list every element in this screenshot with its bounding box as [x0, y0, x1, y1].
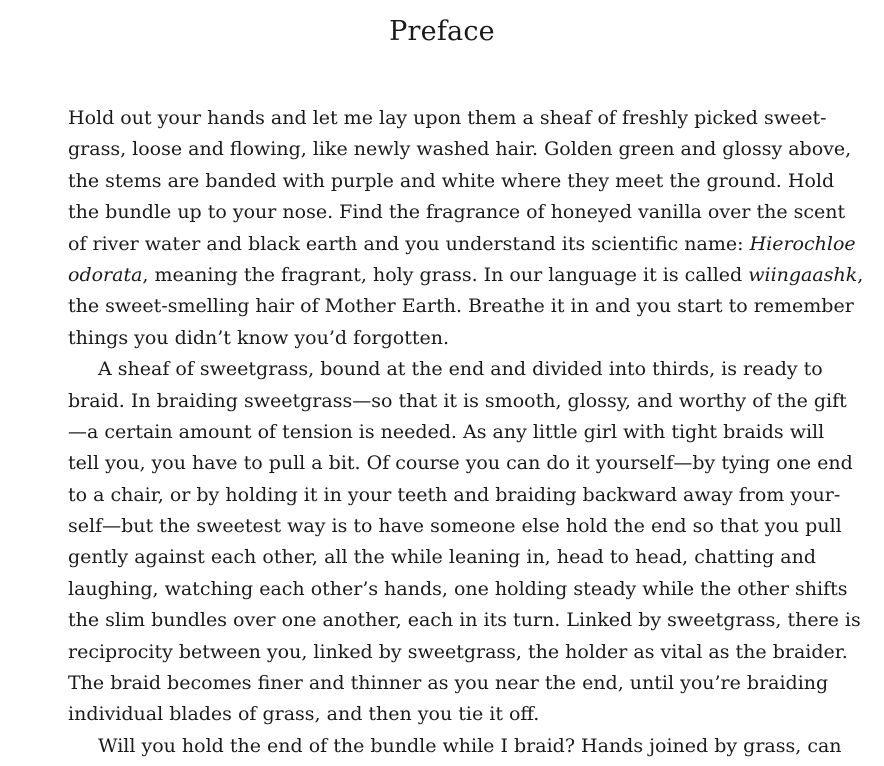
paragraph — [68, 103, 864, 354]
text-segment: the sweet-smelling hair of Mother Earth. Breathe it in and you start to remember — [68, 295, 854, 318]
italic-term: odorata — [68, 263, 143, 286]
body-text — [68, 103, 864, 762]
text-line — [68, 542, 816, 573]
page-title: Preface — [389, 16, 495, 47]
text-segment: laughing, watching each other’s hands, one holding steady while the other shifts — [68, 577, 848, 600]
text-line — [68, 134, 852, 165]
text-segment: gently against each other, all the while leaning in, head to head, chatting and — [68, 546, 816, 569]
text-segment: self—but the sweetest way is to have someone else hold the end so that you pull — [68, 515, 842, 538]
text-segment: Hold out your hands and let me lay upon them a sheaf of freshly picked sweet- — [68, 107, 827, 129]
text-segment: The braid becomes finer and thinner as you near the end, until you’re braiding — [68, 672, 829, 695]
text-line — [68, 731, 842, 762]
text-line — [68, 668, 829, 699]
text-line — [68, 637, 848, 668]
text-line — [68, 103, 827, 134]
text-line — [68, 166, 835, 197]
text-line — [68, 511, 842, 542]
paragraph — [68, 731, 842, 762]
text-segment: to a chair, or by holding it in your teeth and braiding backward away from your- — [68, 483, 841, 506]
text-segment: grass, loose and flowing, like newly washed hair. Golden green and glossy above, — [68, 138, 852, 161]
text-line — [68, 260, 864, 291]
text-line — [68, 480, 841, 511]
text-line — [68, 448, 853, 479]
text-segment: tell you, you have to pull a bit. Of course you can do it yourself—by tying one end — [68, 452, 853, 475]
text-segment: reciprocity between you, linked by sweetgrass, the holder as vital as the braider. — [68, 640, 848, 663]
text-segment: Will you hold the end of the bundle while I braid? Hands joined by grass, can — [98, 734, 842, 757]
text-segment: the bundle up to your nose. Find the fragrance of honeyed vanilla over the scent — [68, 201, 846, 224]
text-line — [68, 291, 854, 322]
italic-term: Hierochloe — [749, 232, 856, 255]
text-segment: things you didn’t know you’d forgotten. — [68, 326, 450, 349]
text-segment: —a certain amount of tension is needed. As any little girl with tight braids will — [68, 420, 825, 443]
text-segment: the slim bundles over one another, each in its turn. Linked by sweetgrass, there is — [68, 609, 861, 632]
text-segment: braid. In braiding sweetgrass—so that it is smooth, glossy, and worthy of the gift — [68, 389, 847, 412]
text-line — [68, 574, 848, 605]
text-segment: the stems are banded with purple and white where they meet the ground. Hold — [68, 169, 835, 192]
italic-term: wiingaashk — [748, 263, 858, 286]
text-line — [68, 605, 861, 636]
text-segment: , meaning the fragrant, holy grass. In our language it is called — [142, 263, 749, 286]
text-line — [68, 323, 816, 354]
paragraph — [68, 354, 861, 731]
text-line — [68, 197, 846, 228]
text-segment: of river water and black earth and you understand its scientific name: — [68, 232, 750, 255]
text-line — [68, 699, 816, 730]
text-segment: individual blades of grass, and then you tie it off. — [68, 703, 540, 726]
text-segment: , — [857, 263, 864, 286]
text-line — [68, 417, 825, 448]
text-line — [68, 354, 823, 385]
text-line — [68, 229, 856, 260]
text-line — [68, 386, 847, 417]
text-segment: A sheaf of sweetgrass, bound at the end and divided into thirds, is ready to — [98, 358, 823, 381]
